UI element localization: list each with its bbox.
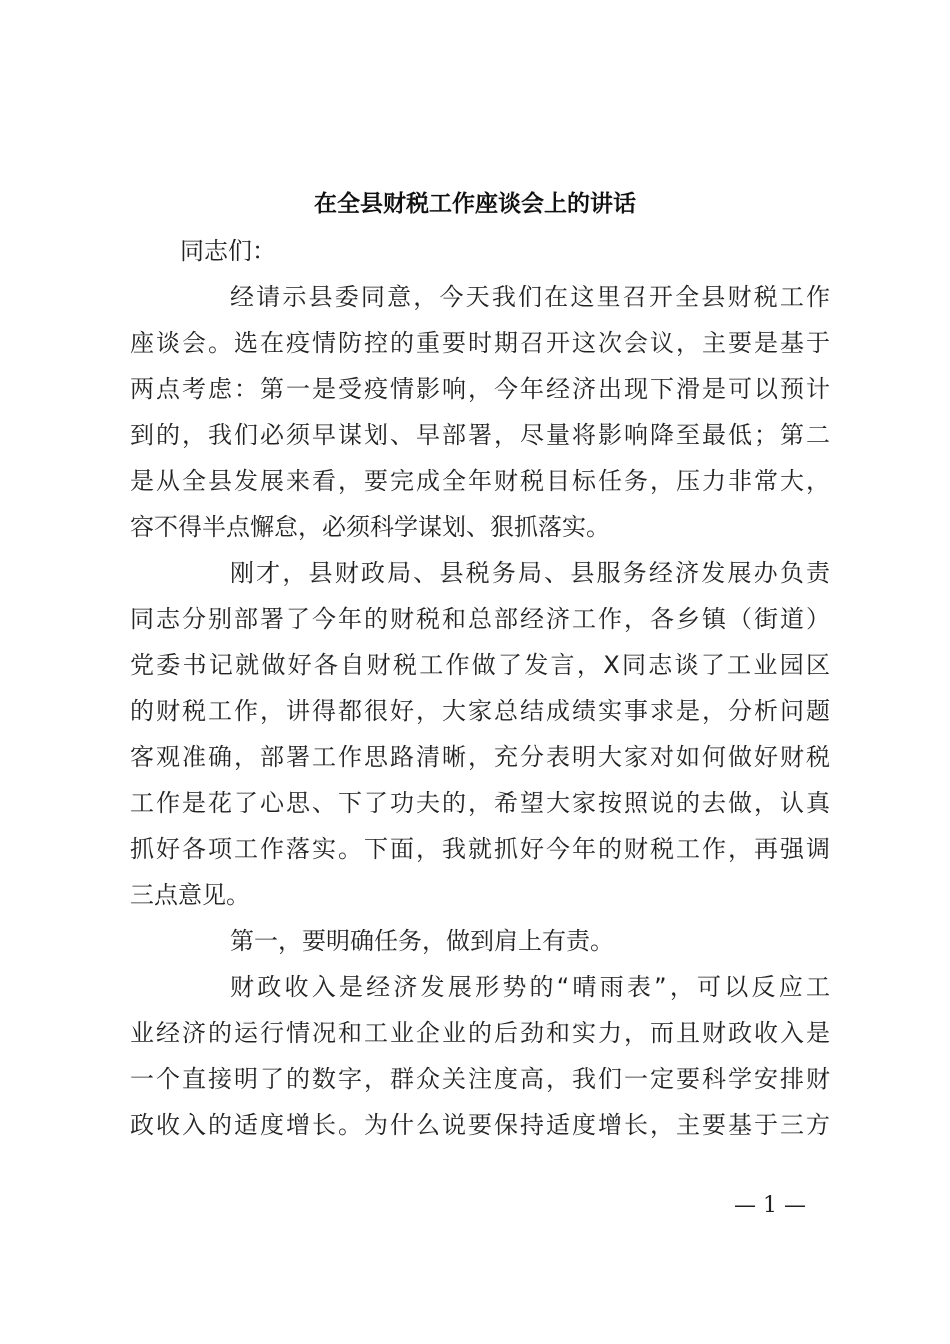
paragraph-line: 容不得半点懈怠，必须科学谋划、狠抓落实。 [130,513,610,541]
paragraph-line: 业经济的运行情况和工业企业的后劲和实力，而且财政收入是 [130,1019,830,1047]
paragraph-line: 两点考虑：第一是受疫情影响，今年经济出现下滑是可以预计 [130,375,830,403]
paragraph-line: 财政收入是经济发展形势的“晴雨表”，可以反应工 [230,973,830,1001]
salutation: 同志们： [180,237,276,265]
section-heading: 第一，要明确任务，做到肩上有责。 [230,927,614,955]
paragraph-line: 到的，我们必须早谋划、早部署，尽量将影响降至最低；第二 [130,421,830,449]
paragraph-line: 一个直接明了的数字，群众关注度高，我们一定要科学安排财 [130,1065,830,1093]
paragraph-line: 的财税工作，讲得都很好，大家总结成绩实事求是，分析问题 [130,697,830,725]
paragraph-line: 座谈会。选在疫情防控的重要时期召开这次会议，主要是基于 [130,329,830,357]
paragraph-line: 同志分别部署了今年的财税和总部经济工作，各乡镇（街道） [130,605,830,633]
paragraph-line: 抓好各项工作落实。下面，我就抓好今年的财税工作，再强调 [130,835,830,863]
paragraph-line: 工作是花了心思、下了功夫的，希望大家按照说的去做，认真 [130,789,830,817]
paragraph-line: 经请示县委同意，今天我们在这里召开全县财税工作 [230,283,830,311]
paragraph-line: 刚才，县财政局、县税务局、县服务经济发展办负责 [230,559,830,587]
document-title: 在全县财税工作座谈会上的讲话 [314,190,636,217]
paragraph-line: 客观准确，部署工作思路清晰，充分表明大家对如何做好财税 [130,743,830,771]
paragraph-line: 党委书记就做好各自财税工作做了发言，X同志谈了工业园区 [130,651,830,679]
paragraph-line: 三点意见。 [130,881,250,909]
paragraph-line: 政收入的适度增长。为什么说要保持适度增长，主要基于三方 [130,1111,830,1139]
paragraph-line: 是从全县发展来看，要完成全年财税目标任务，压力非常大， [130,467,830,495]
page-number: — 1 — [734,1193,806,1218]
